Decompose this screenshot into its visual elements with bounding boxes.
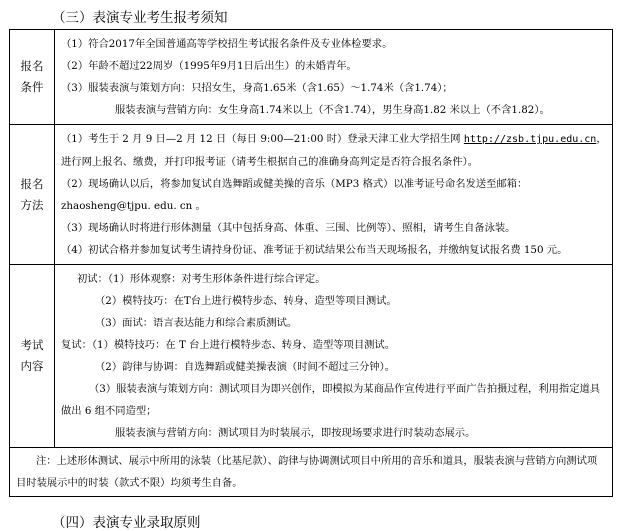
table-row-conditions	[10, 30, 613, 125]
retest-item: （2）韵律与协调：自选舞蹈或健美操表演（时间不超过三分钟）。	[95, 361, 396, 373]
section-heading-4: （四）表演专业录取原则	[52, 515, 201, 531]
exam-content	[55, 265, 613, 448]
condition-line: （2）年龄不超过22周岁（1995年9月1日后出生）的未婚青年。	[61, 60, 357, 72]
row-label-exam-content	[10, 265, 55, 448]
label-line: 考试	[20, 338, 44, 352]
table-note: 注：上述形体测试、展示中所用的泳装（比基尼款）、韵律与协调测试项目中所用的音乐和道具，服装表演与营销方向测试项目时装展示中的时装（款式不限）均须考生自备。	[10, 448, 613, 497]
table-row-exam-content	[10, 265, 613, 448]
label-line: 报名	[20, 176, 44, 191]
condition-line: （1）符合2017年全国普通高等学校招生考试报名条件及专业体检要求。	[61, 38, 393, 50]
condition-line: （3）服装表演与策划方向：只招女生，身高1.65米（含1.65）～1.74米（含1.74）；	[61, 82, 453, 94]
requirements-table	[9, 29, 613, 497]
label-line: 内容	[20, 359, 44, 373]
row-label-method	[10, 125, 55, 265]
retest-item: 复试：（1）模特技巧：在 T 台上进行模特步态、转身、造型等项目测试。	[61, 339, 396, 351]
method-item-3: （3）现场确认时将进行形体测量（其中包括身高、体重、三围、比例等）、照相，请考生自备泳装。	[61, 222, 516, 234]
preliminary-item: 初试：（1）形体观察：对考生形体条件进行综合评定。	[77, 273, 326, 285]
admissions-website-link[interactable]: http://zsb.tjpu.edu.cn	[463, 134, 597, 145]
condition-line: 服装表演与营销方向：女生身高1.74米以上（不含1.74），男生身高1.82 米以上（不含1.82）。	[115, 104, 550, 116]
section-heading-3: （三）表演专业考生报考须知	[52, 10, 228, 26]
table-row-note	[10, 448, 613, 497]
conditions-content	[55, 30, 613, 125]
preliminary-item: （3）面试：语言表达能力和综合素质测试。	[95, 317, 298, 329]
retest-item: （3）服装表演与策划方向：测试项目为即兴创作，即模拟为某商品作宣传进行平面广告拍摄过程，利用指定道具做出 6 组不同造型；	[61, 383, 601, 417]
preliminary-item: （2）模特技巧：在T台上进行模特步态、转身、造型等项目测试。	[95, 295, 397, 307]
label-line: 方法	[20, 197, 44, 212]
label-line: 报名	[20, 59, 44, 73]
method-item-1-text: （1）考生于 2 月 9 日—2 月 12 日（每日 9:00—21:00 时）登录天津工业大学招生网	[61, 133, 464, 145]
table-row-method	[10, 125, 613, 265]
label-line: 条件	[20, 80, 44, 94]
row-label-conditions	[10, 30, 55, 125]
method-content	[55, 125, 613, 265]
method-item-1-cont: ，进行网上报名、缴费，并打印报考证（请考生根据自己的准确身高判定是否符合报名条件）。	[61, 133, 607, 168]
method-item-2: （2）现场确认以后，将参加复试自选舞蹈或健美操的音乐（MP3 格式）以准考证号命名发送至邮箱：	[61, 178, 528, 190]
email-address: zhaosheng@tjpu. edu. cn 。	[61, 200, 206, 212]
method-item-4: （4）初试合格并参加复试考生请持身份证、准考证于初试结果公布当天现场报名，并缴纳复试报名费 150 元。	[61, 244, 568, 256]
retest-item: 服装表演与营销方向：测试项目为时装展示，即按现场要求进行时装动态展示。	[115, 427, 476, 439]
method-item-1	[61, 128, 607, 173]
